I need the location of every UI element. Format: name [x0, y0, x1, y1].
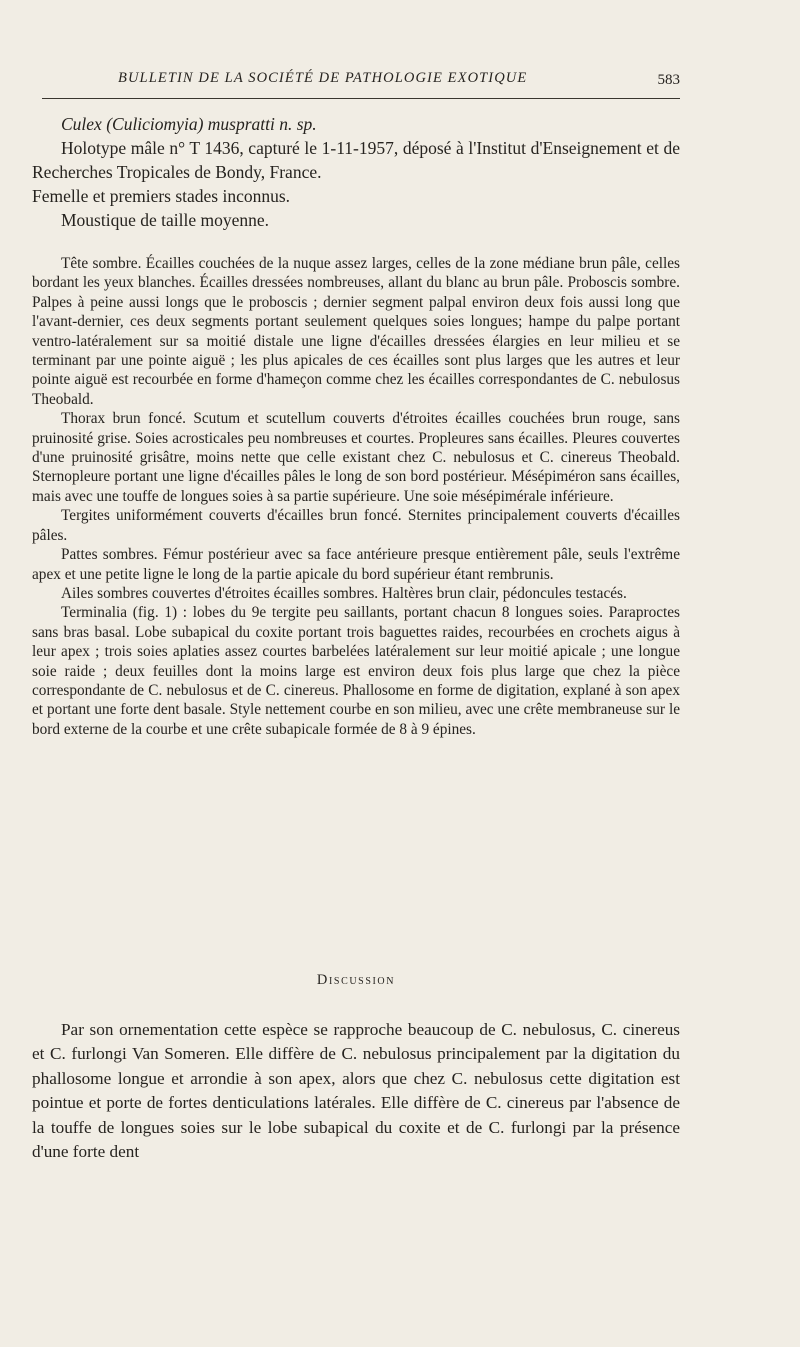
header-rule	[42, 98, 680, 99]
paragraph-legs: Pattes sombres. Fémur postérieur avec sa face antérieure presque entièrement pâle, seuls l'extrême apex et une petite ligne le long de la partie apicale du bord supérieur étant rembrunis.	[32, 546, 680, 583]
page-header	[32, 70, 680, 94]
size-note: Moustique de taille moyenne.	[61, 210, 270, 230]
paragraph-thorax: Thorax brun foncé. Scutum et scutellum couverts d'étroites écailles couchées brun rouge, sans pruinosité grise. Soies acrosticales peu nombreuses et courtes. Propleures sans écailles. Pleures couvertes d'une pruinosité grisâtre, moins nette que celle existant chez C. nebulosus et C. cinereus Theobald. Sternopleure portant une ligne d'écailles pâles le long de son bord postérieur. Mésépiméron sans écailles, mais avec une touffe de longues soies à sa partie supérieure. Une soie mésépimérale inférieure.	[32, 410, 680, 505]
species-description	[32, 254, 680, 739]
paragraph-wings: Ailes sombres couvertes d'étroites écailles sombres. Haltères brun clair, pédoncules testacés.	[61, 584, 627, 602]
discussion-body	[32, 1018, 680, 1164]
discussion-heading: Discussion	[316, 972, 396, 988]
page-number: 583	[657, 72, 680, 88]
female-note: Femelle et premiers stades inconnus.	[32, 186, 291, 206]
holotype-paragraph: Holotype mâle n° T 1436, capturé le 1-11-1957, déposé à l'Institut d'Enseignement et de Recherches Tropicales de Bondy, France.	[32, 138, 680, 182]
paragraph-terminalia: Terminalia (fig. 1) : lobes du 9e tergite peu saillants, portant chacun 8 longues soies. Paraproctes sans bras basal. Lobe subapical du coxite portant trois baguettes raides, recourbées en crochets aigus à leur apex ; trois soies aplaties assez courtes barbelées latéralement sur leur moitié apicale ; une longue soie raide ; deux feuilles dont la moins large est environ deux fois plus large que chez la pièce correspondante de C. nebulosus et de C. cinereus. Phallosome en forme de digitation, explané à son apex et portant une forte dent basale. Style nettement courbe en son milieu, avec une crête membraneuse sur le bord externe de la courbe et une crête subapicale formée de 8 à 9 épines.	[32, 604, 680, 738]
species-title: Culex (Culiciomyia) muspratti n. sp.	[61, 114, 317, 134]
discussion-paragraph: Par son ornementation cette espèce se rapproche beaucoup de C. nebulosus, C. cinereus et C. furlongi Van Someren. Elle diffère de C. nebulosus principalement par la digitation du phallosome longue et arrondie à son apex, alors que chez C. nebulosus cette digitation est pointue et porte de fortes denticulations latérales. Elle diffère de C. cinereus par l'absence de la touffe de longues soies sur le lobe subapical du coxite et de C. furlongi par la présence d'une forte dent	[32, 1020, 680, 1162]
paragraph-abdomen: Tergites uniformément couverts d'écailles brun foncé. Sternites principalement couverts d'écailles pâles.	[32, 507, 680, 544]
paragraph-head: Tête sombre. Écailles couchées de la nuque assez larges, celles de la zone médiane brun pâle, celles bordant les yeux blanches. Écailles dressées nombreuses, allant du blanc au brun pâle. Proboscis sombre. Palpes à peine aussi longs que le proboscis ; dernier segment palpal environ deux fois aussi long que l'avant-dernier, ces deux segments portant seulement quelques soies longues; hampe du palpe portant ventro-latéralement sur sa moitié distale une ligne d'écailles dressées élargies en leur milieu et se terminant par une pointe aiguë ; les plus apicales de ces écailles sont plus larges que les autres et leur pointe aiguë est recourbée en forme d'hameçon comme chez les écailles correspondantes de C. nebulosus Theobald.	[32, 255, 680, 408]
running-title: BULLETIN DE LA SOCIÉTÉ DE PATHOLOGIE EXOTIQUE	[118, 70, 528, 86]
species-intro	[32, 112, 680, 232]
